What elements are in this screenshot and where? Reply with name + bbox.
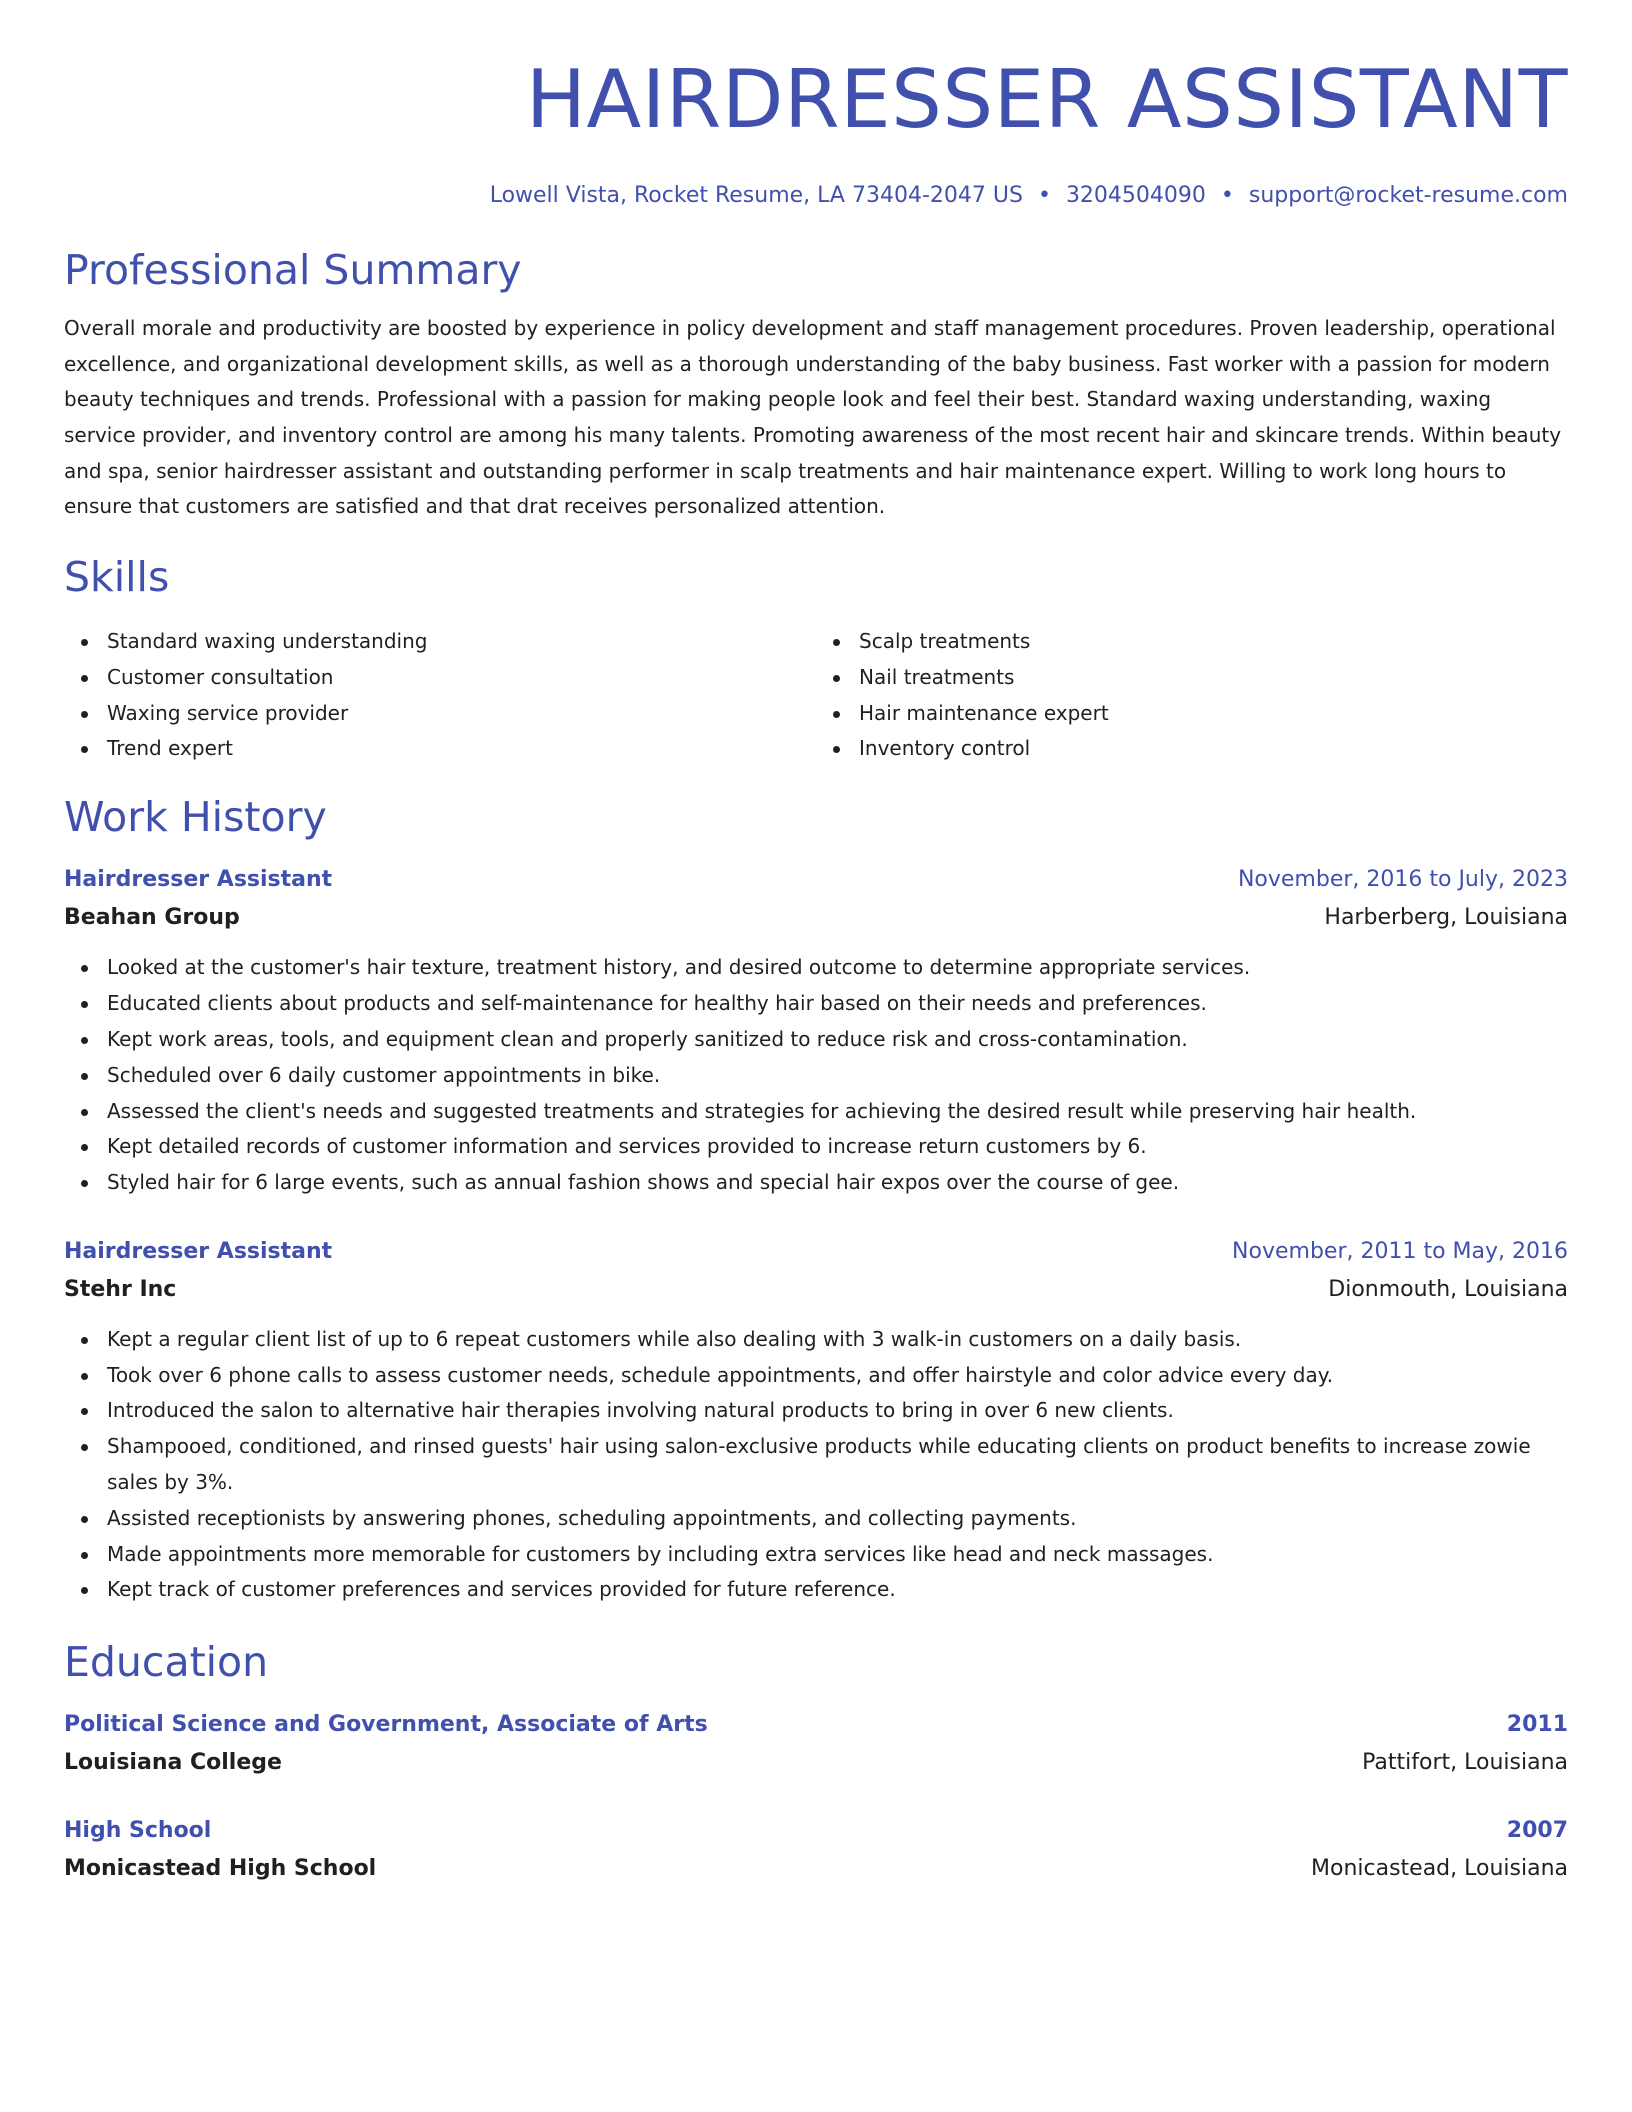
skills-grid	[64, 624, 1568, 767]
job-bullet: Scheduled over 6 daily customer appointments in bike.	[107, 1058, 1568, 1094]
skill-item: Inventory control	[859, 731, 1568, 767]
education-entry	[64, 1709, 1568, 1779]
job-bullet: Introduced the salon to alternative hair therapies involving natural products to bring in over 6 new clients.	[107, 1393, 1568, 1429]
contact-line	[64, 180, 1568, 212]
education-school-row	[64, 1747, 1568, 1779]
summary-section	[64, 246, 1568, 525]
job-company: Stehr Inc	[64, 1276, 177, 1302]
job-dates: November, 2011 to May, 2016	[1232, 1238, 1568, 1264]
job-bullet: Kept detailed records of customer information and services provided to increase return customers by 6.	[107, 1129, 1568, 1165]
education-entry	[64, 1815, 1568, 1885]
contact-email[interactable]: support@rocket-resume.com	[1248, 183, 1568, 208]
skill-item: Waxing service provider	[107, 696, 816, 732]
job-bullet: Kept a regular client list of up to 6 repeat customers while also dealing with 3 walk-in customers on a daily basis.	[107, 1322, 1568, 1358]
job-bullet: Took over 6 phone calls to assess customer needs, schedule appointments, and offer hairstyle and color advice every day.	[107, 1358, 1568, 1394]
education-year: 2011	[1506, 1712, 1568, 1738]
skill-item: Customer consultation	[107, 660, 816, 696]
education-location: Pattifort, Louisiana	[1362, 1750, 1568, 1776]
job-title: Hairdresser Assistant	[64, 1238, 333, 1264]
education-school-row	[64, 1853, 1568, 1885]
job-header	[64, 864, 1568, 896]
contact-address: Lowell Vista, Rocket Resume, LA 73404-2047 US	[489, 183, 1023, 208]
skills-column-right	[816, 624, 1568, 767]
job-bullet: Styled hair for 6 large events, such as annual fashion shows and special hair expos over the course of gee.	[107, 1165, 1568, 1201]
education-degree: High School	[64, 1818, 212, 1844]
education-header	[64, 1709, 1568, 1741]
summary-text: Overall morale and productivity are boosted by experience in policy development and staff management procedures. Proven leadership, operational excellence, and organizational development skills, as well as a thorough understanding of the baby business. Fast worker with a passion for modern beauty techniques and trends. Professional with a passion for making people look and feel their best. Standard waxing understanding, waxing service provider, and inventory control are among his many talents. Promoting awareness of the most recent hair and skincare trends. Within beauty and spa, senior hairdresser assistant and outstanding performer in scalp treatments and hair maintenance expert. Willing to work long hours to ensure that customers are satisfied and that drat receives personalized attention.	[64, 316, 1562, 519]
skill-item: Trend expert	[107, 731, 816, 767]
contact-separator: •	[1037, 183, 1051, 208]
skill-item: Scalp treatments	[859, 624, 1568, 660]
section-title-summary: Professional Summary	[64, 246, 522, 294]
education-school: Monicastead High School	[64, 1856, 377, 1882]
education-section	[64, 1638, 1568, 1885]
education-degree: Political Science and Government, Associate of Arts	[64, 1712, 708, 1738]
job-bullets	[64, 950, 1568, 1201]
job-bullet: Shampooed, conditioned, and rinsed guests' hair using salon-exclusive products while educating clients on product benefits to increase zowie sales by 3%.	[107, 1429, 1568, 1501]
job-header	[64, 1236, 1568, 1268]
resume-header	[64, 52, 1568, 212]
skills-section	[64, 553, 1568, 767]
skill-item: Hair maintenance expert	[859, 696, 1568, 732]
job-bullet: Made appointments more memorable for customers by including extra services like head and neck massages.	[107, 1537, 1568, 1573]
job-bullet: Assisted receptionists by answering phones, scheduling appointments, and collecting payments.	[107, 1501, 1568, 1537]
job-title: Hairdresser Assistant	[64, 867, 333, 893]
education-location: Monicastead, Louisiana	[1311, 1856, 1568, 1882]
skill-item: Nail treatments	[859, 660, 1568, 696]
section-title-skills: Skills	[64, 552, 170, 601]
job-bullet: Assessed the client's needs and suggested treatments and strategies for achieving the desired result while preserving hair health.	[107, 1094, 1568, 1130]
skill-item: Standard waxing understanding	[107, 624, 816, 660]
contact-phone: 3204504090	[1065, 183, 1206, 208]
resume-name: HAIRDRESSER ASSISTANT	[525, 53, 1568, 146]
skills-column-left	[64, 624, 816, 767]
job-bullet: Kept work areas, tools, and equipment clean and properly sanitized to reduce risk and cross-contamination.	[107, 1022, 1568, 1058]
job-entry	[64, 1236, 1568, 1608]
contact-separator: •	[1220, 183, 1234, 208]
section-title-education: Education	[64, 1638, 269, 1687]
job-bullet: Kept track of customer preferences and services provided for future reference.	[107, 1572, 1568, 1608]
education-year: 2007	[1506, 1818, 1568, 1844]
job-company-row	[64, 1274, 1568, 1306]
job-location: Harberberg, Louisiana	[1324, 905, 1568, 931]
job-company: Beahan Group	[64, 905, 240, 931]
job-location: Dionmouth, Louisiana	[1328, 1276, 1568, 1302]
education-header	[64, 1815, 1568, 1847]
job-bullet: Educated clients about products and self-maintenance for healthy hair based on their needs and preferences.	[107, 986, 1568, 1022]
job-dates: November, 2016 to July, 2023	[1237, 867, 1568, 893]
job-bullet: Looked at the customer's hair texture, treatment history, and desired outcome to determine appropriate services.	[107, 950, 1568, 986]
section-title-work-history: Work History	[64, 793, 327, 842]
job-bullets	[64, 1322, 1568, 1608]
education-school: Louisiana College	[64, 1750, 282, 1776]
job-entry	[64, 864, 1568, 1201]
job-company-row	[64, 902, 1568, 934]
work-history-section	[64, 793, 1568, 1608]
